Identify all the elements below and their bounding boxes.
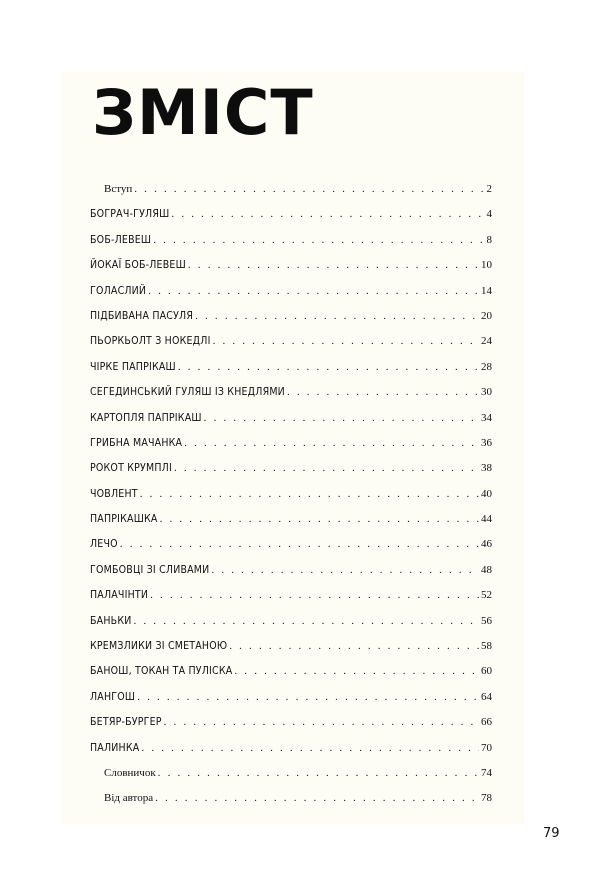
toc-entry-page: 38 bbox=[481, 462, 492, 475]
toc-entry-label: БОГРАЧ-ГУЛЯШ bbox=[90, 208, 170, 221]
toc-entry-page: 36 bbox=[481, 436, 492, 449]
toc-dot-leader bbox=[234, 665, 479, 677]
toc-entry-label: ПАПРІКАШКА bbox=[90, 513, 158, 526]
toc-entry-label: ЙОКАЇ БОБ-ЛЕВЕШ bbox=[90, 259, 186, 272]
toc-entry-page: 10 bbox=[481, 259, 492, 272]
toc-dot-leader bbox=[140, 488, 479, 500]
toc-entry-label: ПЬОРКЬОЛТ З НОКЕДЛІ bbox=[90, 335, 211, 348]
toc-entry-label: ЛЕЧО bbox=[90, 538, 118, 551]
toc-entry[interactable] bbox=[90, 640, 492, 665]
toc-dot-leader bbox=[178, 361, 479, 373]
page-number: 79 bbox=[543, 826, 560, 841]
toc-entry[interactable] bbox=[90, 335, 492, 360]
toc-entry-label: Словничок bbox=[104, 766, 156, 779]
toc-entry-label: СЕГЕДИНСЬКИЙ ГУЛЯШ ІЗ КНЕДЛЯМИ bbox=[90, 386, 285, 399]
toc-entry-page: 52 bbox=[481, 589, 492, 602]
toc-entry[interactable] bbox=[90, 412, 492, 437]
toc-entry-page: 58 bbox=[481, 640, 492, 653]
toc-entry-page: 66 bbox=[481, 716, 492, 729]
toc-dot-leader bbox=[188, 259, 479, 271]
toc-entry-page: 78 bbox=[481, 792, 492, 805]
toc-entry-page: 70 bbox=[481, 741, 492, 754]
toc-entry-label: Від автора bbox=[104, 792, 154, 805]
toc-entry-label: ГРИБНА МАЧАНКА bbox=[90, 436, 183, 449]
toc-entry-page: 56 bbox=[481, 614, 492, 627]
toc-dot-leader bbox=[184, 437, 479, 449]
toc-entry-label: ЧІРКЕ ПАПРІКАШ bbox=[90, 360, 176, 373]
toc-entry-label: РОКОТ КРУМПЛІ bbox=[90, 462, 172, 475]
toc-entry[interactable] bbox=[90, 285, 492, 310]
toc-entry-label: БАНЬКИ bbox=[90, 614, 132, 627]
toc-dot-leader bbox=[213, 335, 479, 347]
toc-dot-leader bbox=[174, 462, 479, 474]
toc-dot-leader bbox=[150, 589, 479, 601]
toc-dot-leader bbox=[120, 538, 479, 550]
toc-entry-page: 24 bbox=[481, 335, 492, 348]
toc-entry-page: 34 bbox=[481, 411, 492, 424]
toc-entry-label: ГОМБОВЦІ ЗІ СЛИВАМИ bbox=[90, 563, 210, 576]
toc-entry[interactable] bbox=[90, 234, 492, 259]
toc-entry[interactable] bbox=[90, 691, 492, 716]
toc-entry-label: ПАЛАЧІНТИ bbox=[90, 589, 149, 602]
toc-entry-page: 2 bbox=[486, 183, 492, 195]
toc-entry-page: 4 bbox=[486, 208, 492, 221]
toc-entry[interactable] bbox=[90, 437, 492, 462]
toc-entry[interactable] bbox=[90, 742, 492, 767]
toc-entry-page: 8 bbox=[486, 233, 492, 246]
toc-entry-label: ГОЛАСЛИЙ bbox=[90, 284, 147, 297]
toc-entry[interactable] bbox=[90, 462, 492, 487]
toc-dot-leader bbox=[211, 564, 479, 576]
toc-entry-page: 48 bbox=[481, 563, 492, 576]
toc-entry[interactable] bbox=[90, 615, 492, 640]
toc-entry[interactable] bbox=[90, 716, 492, 741]
toc-dot-leader bbox=[158, 767, 479, 779]
toc-entry[interactable] bbox=[90, 792, 492, 817]
toc-entry[interactable] bbox=[90, 361, 492, 386]
toc-entry-label: КАРТОПЛЯ ПАПРІКАШ bbox=[90, 411, 202, 424]
toc-dot-leader bbox=[164, 716, 479, 728]
toc-entry[interactable] bbox=[90, 488, 492, 513]
toc-dot-leader bbox=[160, 513, 479, 525]
toc-entry[interactable] bbox=[90, 513, 492, 538]
toc-entry[interactable] bbox=[90, 259, 492, 284]
toc-entry[interactable] bbox=[90, 665, 492, 690]
toc-entry[interactable] bbox=[90, 767, 492, 792]
toc-entry-label: Вступ bbox=[104, 183, 133, 195]
toc-dot-leader bbox=[141, 742, 479, 754]
toc-dot-leader bbox=[134, 615, 480, 627]
page-title: ЗМІСТ bbox=[92, 76, 314, 149]
toc-dot-leader bbox=[171, 208, 484, 220]
toc-entry[interactable] bbox=[90, 208, 492, 233]
toc-entry-page: 74 bbox=[481, 766, 492, 779]
toc-entry-page: 40 bbox=[481, 487, 492, 500]
table-of-contents bbox=[90, 183, 492, 818]
toc-entry-page: 64 bbox=[481, 690, 492, 703]
toc-dot-leader bbox=[148, 285, 479, 297]
toc-entry-page: 20 bbox=[481, 309, 492, 322]
toc-entry-label: БОБ-ЛЕВЕШ bbox=[90, 233, 152, 246]
toc-entry-label: ЧОВЛЕНТ bbox=[90, 487, 138, 500]
toc-entry[interactable] bbox=[90, 564, 492, 589]
toc-entry-label: БАНОШ, ТОКАН ТА ПУЛІСКА bbox=[90, 665, 233, 678]
toc-entry[interactable] bbox=[90, 183, 492, 208]
toc-entry[interactable] bbox=[90, 589, 492, 614]
toc-entry-page: 60 bbox=[481, 665, 492, 678]
toc-entry-page: 30 bbox=[481, 386, 492, 399]
toc-entry-label: БЕТЯР-БУРГЕР bbox=[90, 716, 162, 729]
toc-dot-leader bbox=[204, 412, 479, 424]
toc-dot-leader bbox=[155, 792, 479, 804]
toc-dot-leader bbox=[137, 691, 479, 703]
toc-entry-page: 46 bbox=[481, 538, 492, 551]
toc-dot-leader bbox=[153, 234, 484, 246]
toc-entry[interactable] bbox=[90, 538, 492, 563]
toc-dot-leader bbox=[195, 310, 479, 322]
toc-dot-leader bbox=[287, 386, 479, 398]
toc-entry-label: ПАЛИНКА bbox=[90, 741, 140, 754]
toc-entry-page: 44 bbox=[481, 513, 492, 526]
toc-entry-label: КРЕМЗЛИКИ ЗІ СМЕТАНОЮ bbox=[90, 640, 228, 653]
toc-entry[interactable] bbox=[90, 386, 492, 411]
toc-entry-label: ПІДБИВАНА ПАСУЛЯ bbox=[90, 309, 194, 322]
toc-entry[interactable] bbox=[90, 310, 492, 335]
toc-entry-page: 28 bbox=[481, 360, 492, 373]
toc-dot-leader bbox=[229, 640, 479, 652]
toc-entry-page: 14 bbox=[481, 284, 492, 297]
toc-entry-label: ЛАНГОШ bbox=[90, 690, 136, 703]
toc-dot-leader bbox=[134, 183, 484, 195]
